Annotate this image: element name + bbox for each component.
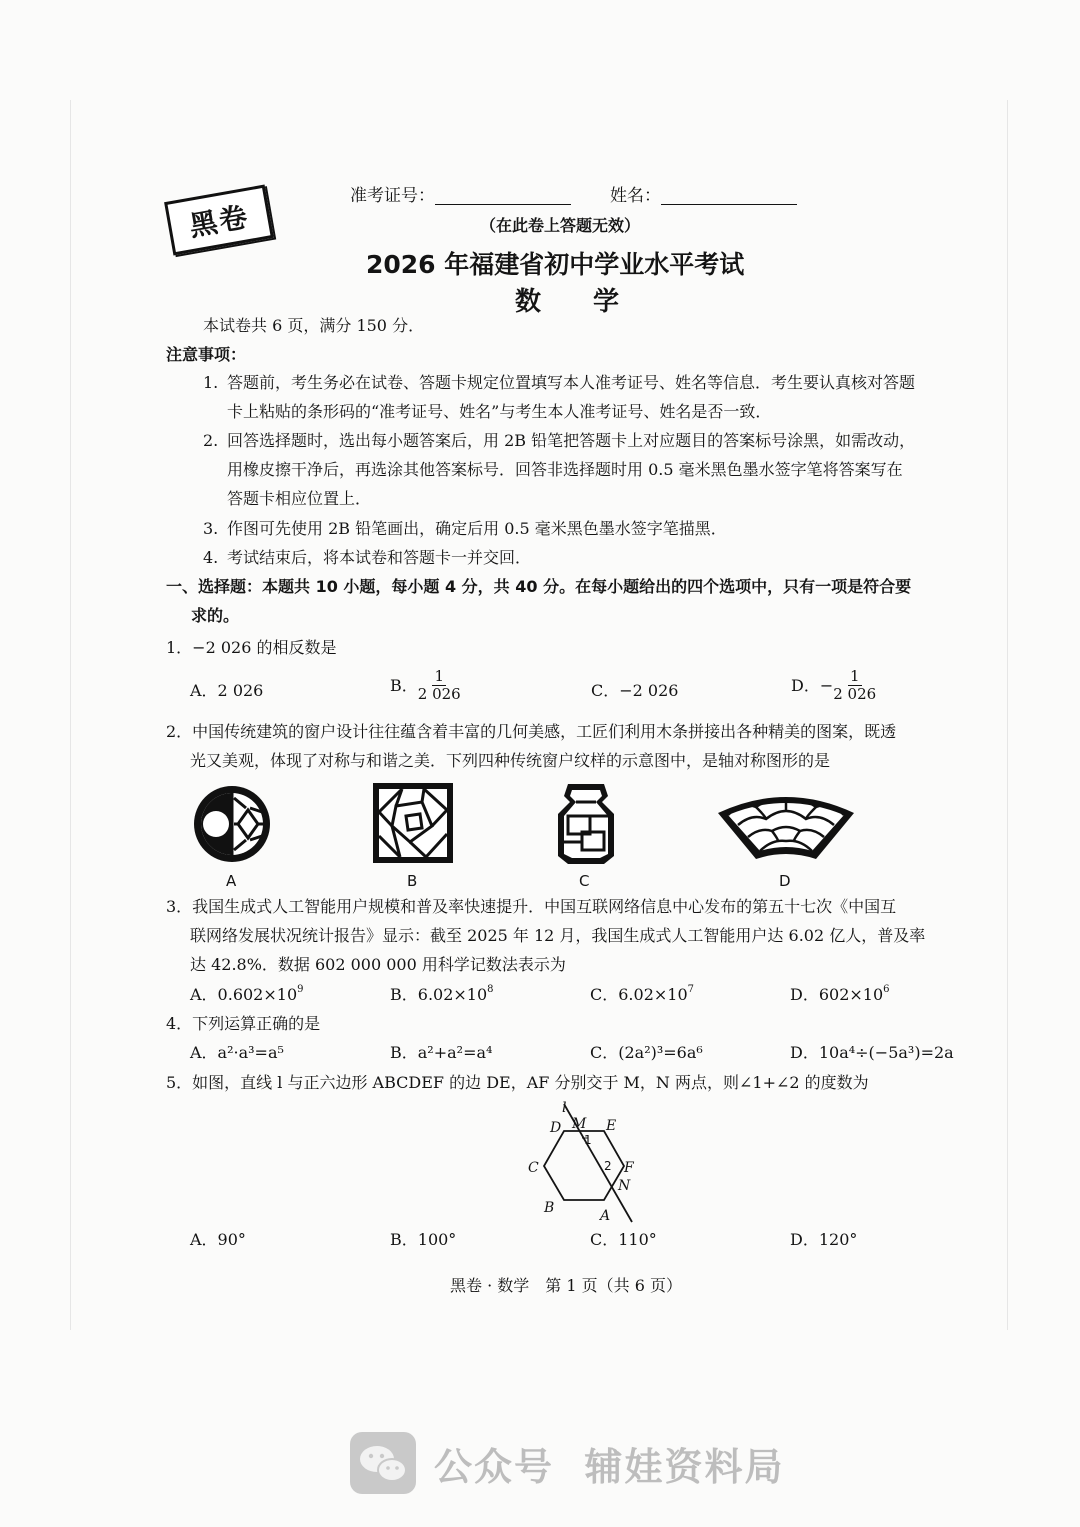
q3-option-d-base: D．602×10	[790, 985, 884, 1004]
q3-line-2: 联网络发展状况统计报告》显示：截至 2025 年 12 月，我国生成式人工智能用户达 6.02 亿人，普及率	[190, 926, 926, 945]
q1-option-b-numerator: 1	[434, 667, 445, 685]
q4-option-b: B．a²+a²=a⁴	[390, 1043, 493, 1062]
fig-angle-1: 1	[584, 1133, 592, 1147]
q2-label-a: A	[226, 872, 237, 890]
scan-edge-right	[1007, 100, 1008, 1330]
q4-option-a: A．a²·a³=a⁵	[190, 1043, 284, 1062]
scan-edge-left	[70, 100, 71, 1330]
fig-label-n: N	[618, 1178, 631, 1194]
fig-label-d: D	[550, 1120, 562, 1136]
q3-option-c-base: C．6.02×10	[590, 985, 688, 1004]
note-2-line-2: 用橡皮擦干净后，再选涂其他答案标号．回答非选择题时用 0.5 毫米黑色墨水签字笔将答案写在	[227, 460, 903, 479]
q2-label-d: D	[779, 872, 791, 890]
section-1-line-1: 一、选择题：本题共 10 小题，每小题 4 分，共 40 分。在每小题给出的四个选项中，只有一项是符合要	[166, 577, 912, 596]
note-3-no: 3.	[203, 519, 219, 538]
q1-option-a: A．2 026	[190, 681, 264, 700]
q1-option-b	[390, 668, 461, 704]
note-4-line-1: 考试结束后，将本试卷和答题卡一并交回．	[227, 548, 532, 567]
q3-option-a	[190, 984, 304, 1004]
fig-label-l: l	[562, 1100, 567, 1116]
q2-label-b: B	[407, 872, 418, 890]
window-pattern-a	[190, 782, 274, 866]
q4-option-c: C．(2a²)³=6a⁶	[590, 1043, 703, 1062]
q1-option-d-denominator: 2 026	[833, 685, 877, 704]
fig-label-f: F	[624, 1160, 634, 1176]
q1-option-b-denominator: 2 026	[417, 685, 461, 704]
section-1-line-2: 求的。	[191, 606, 240, 625]
window-pattern-b	[372, 782, 454, 864]
q3-line-3: 达 42.8%．数据 602 000 000 用科学记数法表示为	[190, 955, 566, 974]
q3-option-c	[590, 984, 695, 1004]
fig-label-b: B	[544, 1200, 555, 1216]
q3-option-b-exponent: 8	[487, 984, 494, 995]
q1-option-d	[791, 668, 876, 704]
window-pattern-c	[554, 782, 618, 866]
name-label: 姓名：	[610, 186, 661, 206]
window-pattern-d	[716, 793, 856, 863]
exam-intro: 本试卷共 6 页，满分 150 分．	[203, 316, 425, 335]
fig-label-a: A	[600, 1208, 611, 1224]
q1-option-c: C．−2 026	[591, 681, 679, 700]
fig-label-c: C	[528, 1160, 539, 1176]
q4-stem: 4．下列运算正确的是	[166, 1014, 321, 1033]
invalid-note: （在此卷上答题无效）	[480, 216, 641, 235]
q2-line-2: 光又美观，体现了对称与和谐之美．下列四种传统窗户纹样的示意图中，是轴对称图形的是	[190, 751, 831, 770]
q5-stem: 5．如图，直线 l 与正六边形 ABCDEF 的边 DE，AF 分别交于 M，N 两点，则∠1+∠2 的度数为	[166, 1073, 869, 1092]
exam-number-label: 准考证号：	[350, 186, 435, 206]
q3-option-c-exponent: 7	[687, 984, 695, 995]
wechat-icon	[350, 1432, 416, 1494]
note-4-no: 4.	[203, 548, 219, 567]
exam-stamp: 黑卷	[164, 185, 274, 256]
q2-line-1: 2．中国传统建筑的窗户设计往往蕴含着丰富的几何美感，工匠们利用木条拼接出各种精美的图案，既透	[166, 722, 897, 741]
q3-option-a-base: A．0.602×10	[190, 985, 298, 1004]
note-1-line-1: 答题前，考生务必在试卷、答题卡规定位置填写本人准考证号、姓名等信息．考生要认真核对答题	[227, 373, 916, 392]
note-2-line-1: 回答选择题时，选出每小题答案后，用 2B 铅笔把答题卡上对应题目的答案标号涂黑，如需改动，	[227, 431, 916, 450]
hexagon-figure	[520, 1100, 650, 1225]
q1-stem: 1．−2 026 的相反数是	[166, 638, 337, 657]
fig-angle-2: 2	[604, 1159, 612, 1173]
name-blank	[661, 188, 797, 205]
notes-heading: 注意事项：	[166, 345, 247, 364]
page-footer: 黑卷 · 数学 第 1 页（共 6 页）	[450, 1276, 682, 1295]
q3-option-a-exponent: 9	[297, 984, 304, 995]
note-2-line-3: 答题卡相应位置上．	[227, 489, 372, 508]
q1-option-d-prefix: D．−	[791, 675, 834, 695]
exam-number-field	[350, 188, 571, 205]
name-field	[610, 188, 797, 205]
watermark-text: 公众号 辅娃资料局	[434, 1444, 785, 1489]
q2-label-c: C	[579, 872, 590, 890]
q5-option-a: A．90°	[190, 1230, 246, 1249]
q4-option-d: D．10a⁴÷(−5a³)=2a	[790, 1043, 954, 1062]
q1-option-d-numerator: 1	[849, 667, 860, 685]
note-1-no: 1.	[203, 373, 219, 392]
q3-line-1: 3．我国生成式人工智能用户规模和普及率快速提升．中国互联网络信息中心发布的第五十七次《中国互	[166, 897, 897, 916]
q3-option-d	[790, 984, 890, 1004]
watermark	[350, 1432, 784, 1494]
note-1-line-2: 卡上粘贴的条形码的“准考证号、姓名”与考生本人准考证号、姓名是否一致．	[227, 402, 772, 421]
note-2-no: 2.	[203, 431, 219, 450]
fig-label-e: E	[606, 1118, 617, 1134]
q3-option-d-exponent: 6	[883, 984, 890, 995]
q3-option-b-base: B．6.02×10	[390, 985, 488, 1004]
q5-option-c: C．110°	[590, 1230, 657, 1249]
q5-option-b: B．100°	[390, 1230, 457, 1249]
q3-option-b	[390, 984, 494, 1004]
note-3-line-1: 作图可先使用 2B 铅笔画出，确定后用 0.5 毫米黑色墨水签字笔描黑．	[227, 519, 727, 538]
exam-title: 2026 年福建省初中学业水平考试	[366, 250, 745, 279]
q5-option-d: D．120°	[790, 1230, 858, 1249]
exam-number-blank	[435, 188, 571, 205]
subject-title: 数 学	[515, 287, 620, 317]
fig-label-m: M	[572, 1116, 587, 1132]
q1-option-b-prefix: B．	[390, 675, 418, 695]
